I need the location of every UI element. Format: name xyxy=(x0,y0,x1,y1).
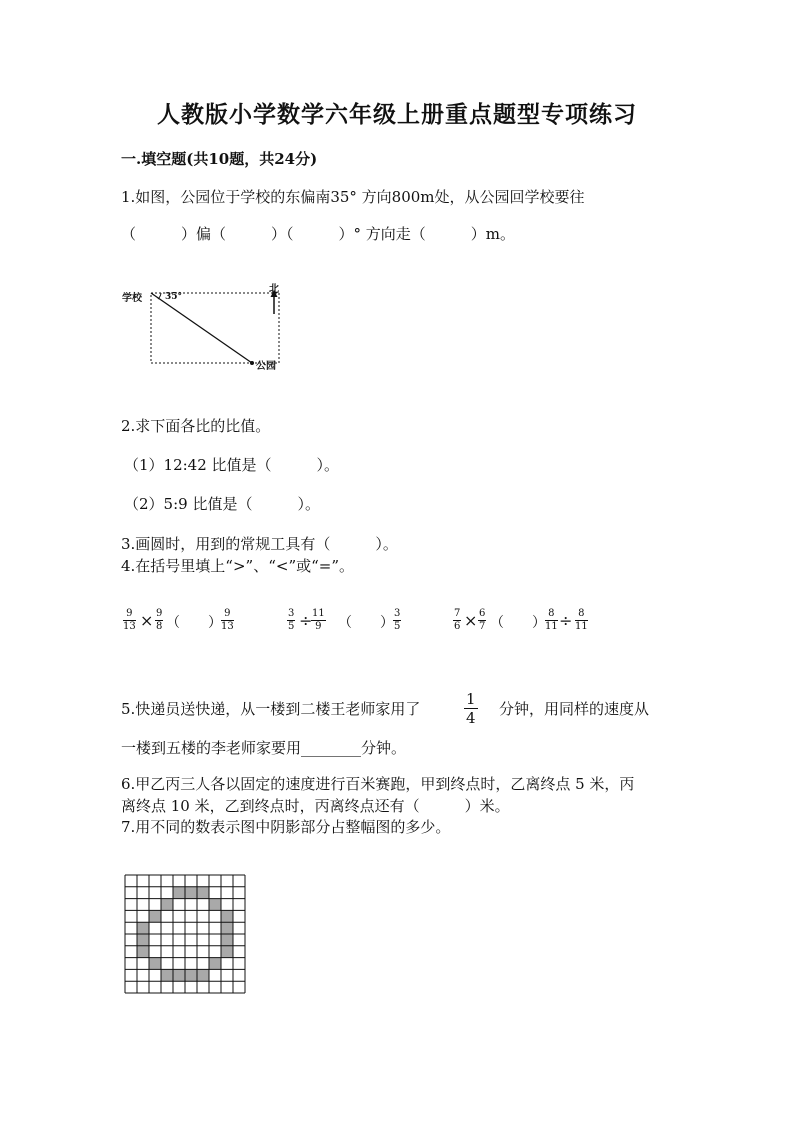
shaded-cell xyxy=(137,922,149,934)
route-line xyxy=(151,293,252,363)
question-5-text-cont: 分钟，用同样的速度从 xyxy=(499,700,650,718)
fraction: $\frac{9}{13}$ xyxy=(123,608,136,632)
shaded-cell xyxy=(185,969,197,981)
question-6-line-2: 离终点 10 米，乙到终点时，丙离终点还有（ ）米。 xyxy=(121,797,510,815)
shaded-cell xyxy=(221,946,233,958)
shaded-cell xyxy=(149,958,161,970)
shaded-cell xyxy=(161,899,173,911)
park-point xyxy=(250,361,254,365)
park-label: 公园 xyxy=(256,361,276,372)
angle-arc xyxy=(158,293,161,299)
fraction: $\frac{8}{11}$ xyxy=(575,608,588,632)
shaded-cell xyxy=(221,934,233,946)
shaded-cell xyxy=(173,887,185,899)
shaded-cell xyxy=(149,910,161,922)
section-heading: 一.填空题(共10题，共24分) xyxy=(121,150,318,168)
answer-blank[interactable]: （ ） xyxy=(338,615,394,631)
shaded-cell xyxy=(173,969,185,981)
answer-blank[interactable]: （ ） xyxy=(490,615,546,631)
fraction-one-quarter: 1 4 xyxy=(466,690,476,727)
fraction: $\frac{11}{9}$ xyxy=(312,608,325,632)
fraction: $\frac{9}{8}$ xyxy=(156,608,163,632)
angle-label: 35° xyxy=(165,292,183,302)
shaded-cell xyxy=(185,887,197,899)
multiply-sign: × xyxy=(464,611,478,630)
question-3-text: 3.画圆时，用到的常规工具有（ ）。 xyxy=(121,535,398,553)
multiply-sign: × xyxy=(140,611,154,630)
shaded-grid-svg xyxy=(124,874,248,994)
school-label: 学校 xyxy=(122,293,142,304)
shaded-cell xyxy=(197,969,209,981)
fraction: $\frac{3}{5}$ xyxy=(288,608,295,632)
shaded-cell xyxy=(137,934,149,946)
divide-sign: ÷ xyxy=(299,611,313,630)
question-6-text: 6.甲乙丙三人各以固定的速度进行百米赛跑，甲到终点时，乙离终点 5 米，丙 xyxy=(121,775,635,793)
shaded-cell xyxy=(137,946,149,958)
dashed-rectangle xyxy=(151,293,279,363)
question-4-text: 4.在括号里填上“>”、“<”或“=”。 xyxy=(121,557,355,575)
fraction: $\frac{6}{7}$ xyxy=(479,608,486,632)
shaded-cell xyxy=(197,887,209,899)
question-2-item-1: （1）12:42 比值是（ ）。 xyxy=(124,456,340,474)
page-title: 人教版小学数学六年级上册重点题型专项练习 xyxy=(157,101,637,128)
question-5-line-2: 一楼到五楼的李老师家要用________分钟。 xyxy=(121,739,407,757)
question-7-text: 7.用不同的数表示图中阴影部分占整幅图的多少。 xyxy=(121,818,451,836)
question-1-text: 1.如图，公园位于学校的东偏南35° 方向800m处，从公园回学校要往 xyxy=(121,188,585,206)
shaded-cell xyxy=(209,899,221,911)
fraction: $\frac{3}{5}$ xyxy=(394,608,401,632)
fraction: $\frac{9}{13}$ xyxy=(221,608,234,632)
shaded-cell xyxy=(209,958,221,970)
fraction: $\frac{8}{11}$ xyxy=(545,608,558,632)
question-5-text: 5.快递员送快递，从一楼到二楼王老师家用了 xyxy=(121,700,421,718)
shaded-cell xyxy=(221,922,233,934)
shaded-grid xyxy=(124,874,248,994)
question-2-text: 2.求下面各比的比值。 xyxy=(121,417,271,435)
shaded-cell xyxy=(221,910,233,922)
question-1-blanks: （ ）偏（ ）（ ）° 方向走（ ）m。 xyxy=(121,225,515,243)
divide-sign: ÷ xyxy=(559,611,573,630)
answer-blank[interactable]: （ ） xyxy=(166,615,222,631)
north-label: 北 xyxy=(269,284,279,295)
shaded-cell xyxy=(161,969,173,981)
fraction: $\frac{7}{6}$ xyxy=(454,608,461,632)
question-2-item-2: （2）5:9 比值是（ ）。 xyxy=(124,495,320,513)
